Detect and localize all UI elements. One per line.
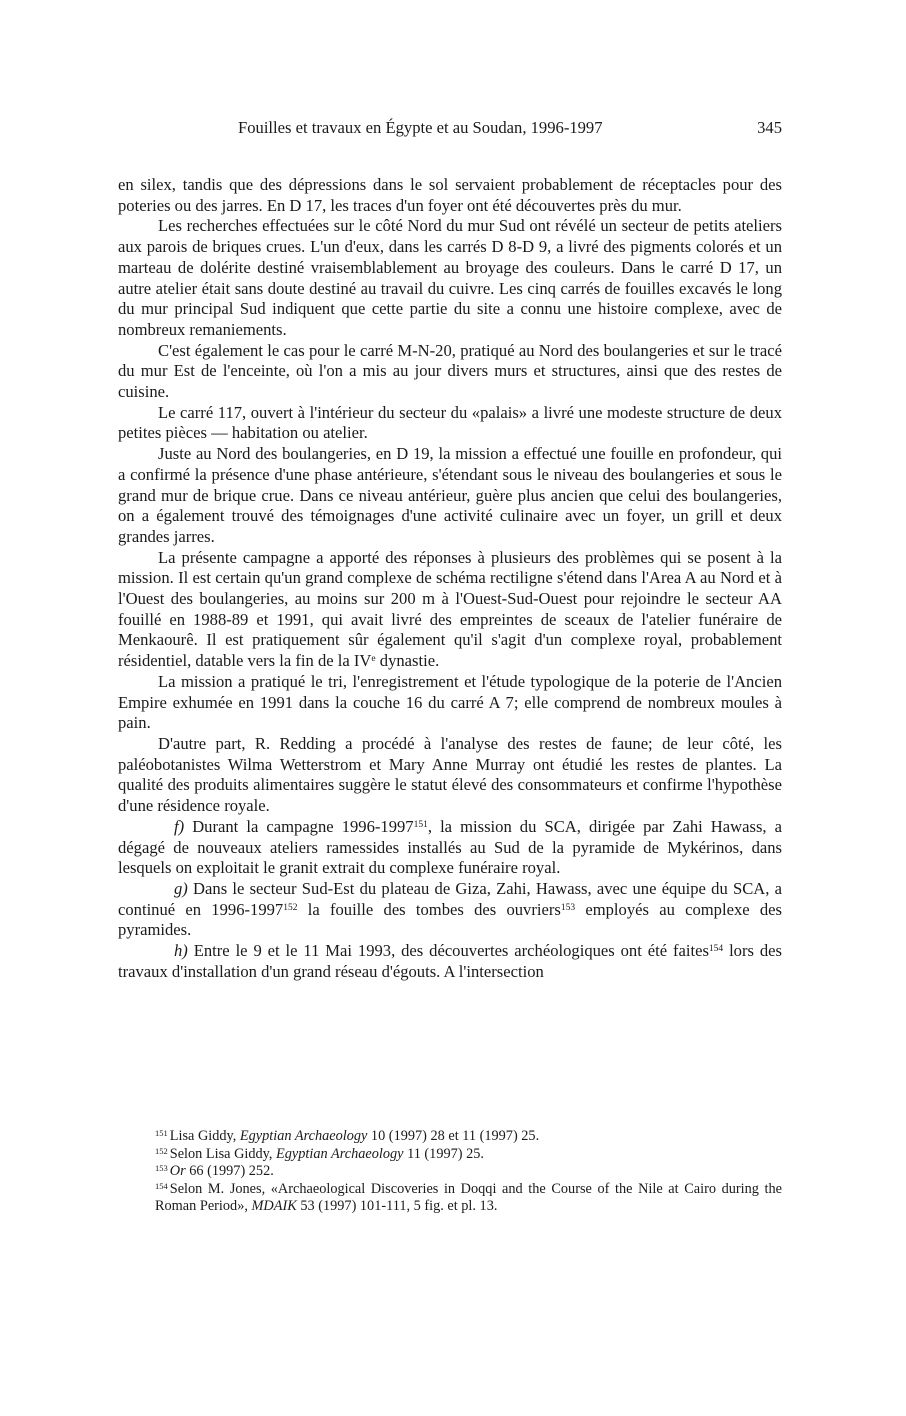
footnote xyxy=(118,1181,782,1216)
item-letter: h) xyxy=(174,941,188,961)
footnote-text: Lisa Giddy, xyxy=(169,1128,240,1144)
paragraph-text: La présente campagne a apporté des réponses à plusieurs des problèmes qui se posent à la mission. Il est certain qu'un grand complexe de schéma rectiligne s'étend dans l'Area A au Nord et à l'Ouest des boulangeries, au moins sur 200 m à l'Ouest-Sud-Ouest pour rejoindre le secteur AA fouillé en 1988-89 et 1991, qui avait livré des empreintes de sceaux de l'atelier funéraire de Menkaourê. Il est pratiquement sûr également qu'il s'agit d'un complexe royal, probablement résidentiel, datable vers la fin de la IV xyxy=(118,547,782,671)
paragraph: C'est également le cas pour le carré M-N-20, pratiqué au Nord des boulangeries et sur le tracé du mur Est de l'enceinte, où l'on a mis au jour divers murs et structures, ainsi que des restes de cuisine. xyxy=(118,340,782,402)
running-header xyxy=(118,118,782,140)
paragraph-h xyxy=(118,941,782,982)
paragraph: Les recherches effectuées sur le côté Nord du mur Sud ont révélé un secteur de petits ateliers aux parois de briques crues. L'un d'eux, dans les carrés D 8-D 9, a livré des pigments colorés et un marteau de dolérite destiné vraisemblablement au broyage des couleurs. Dans le carré D 17, un autre atelier était sans doute destiné au travail du cuivre. Les cinq carrés de fouilles excavés le long du mur principal Sud indiquent que cette partie du site a connu une histoire complexe, avec de nombreux remaniements. xyxy=(118,216,782,339)
footnote-text: 10 (1997) 28 et 11 (1997) 25. xyxy=(367,1128,540,1144)
footnote xyxy=(118,1163,782,1181)
paragraph-text: Entre le 9 et le 11 Mai 1993, des découvertes archéologiques ont été faites xyxy=(187,941,709,961)
footnote xyxy=(118,1146,782,1164)
footnote xyxy=(118,1128,782,1146)
footnote-text: 66 (1997) 252. xyxy=(185,1163,274,1179)
paragraph-text: employés au complexe des pyramides. xyxy=(118,899,782,940)
ordinal-superscript: e xyxy=(371,654,376,665)
page-number: 345 xyxy=(757,118,782,137)
paragraph: Le carré 117, ouvert à l'intérieur du secteur du «palais» a livré une modeste structure de deux petites pièces — habitation ou atelier. xyxy=(118,402,782,443)
footnote-text: Selon M. Jones, «Archaeological Discoveries in Doqqi and the Course of the Nile at Cairo during the Roman Period», xyxy=(155,1180,782,1214)
footnotes xyxy=(118,1128,782,1216)
paragraph xyxy=(118,548,782,672)
paragraph-text: la fouille des tombes des ouvriers xyxy=(297,899,561,919)
paragraph: D'autre part, R. Redding a procédé à l'analyse des restes de faune; de leur côté, les paléobotanistes Wilma Wetterstrom et Mary Anne Murray ont étudié les restes de plantes. La qualité des produits alimentaires suggère le statut élevé des consommateurs et confirme l'hypothèse d'une résidence royale. xyxy=(118,733,782,816)
journal-title: Egyptian Archaeology xyxy=(276,1145,404,1162)
footnote-text: 11 (1997) 25. xyxy=(403,1145,484,1162)
main-text xyxy=(118,175,782,982)
footnote-text: Selon Lisa Giddy, xyxy=(169,1145,277,1162)
footnote-ref[interactable]: 152 xyxy=(283,902,298,913)
paragraph-f xyxy=(118,817,782,879)
journal-title: Or xyxy=(169,1163,186,1179)
paragraph: Juste au Nord des boulangeries, en D 19, la mission a effectué une fouille en profondeur, qui a confirmé la présence d'une phase antérieure, s'étendant sous le niveau des boulangeries et sous le grand mur de brique crue. Dans ce niveau antérieur, guère plus ancien que celui des boulangeries, on a également trouvé des témoignages d'une activité culinaire avec un foyer, un grill et deux grandes jarres. xyxy=(118,444,782,546)
item-letter: g) xyxy=(174,878,188,898)
paragraph: en silex, tandis que des dépressions dans le sol servaient probablement de réceptacles pour des poteries ou des jarres. En D 17, les traces d'un foyer ont été découvertes près du mur. xyxy=(118,175,782,215)
paragraph-text: , la mission du SCA, dirigée par Zahi Hawass, a dégagé de nouveaux ateliers ramessides installés au Sud de la pyramide de Mykérinos, dans lesquels on exploitait le granit extrait du complexe funéraire royal. xyxy=(118,816,782,878)
journal-title: MDAIK xyxy=(251,1198,297,1214)
paragraph-g xyxy=(118,879,782,941)
journal-title: Egyptian Archaeology xyxy=(239,1128,368,1144)
footnote-number: 154 xyxy=(155,1180,168,1191)
running-title: Fouilles et travaux en Égypte et au Soudan, 1996-1997 xyxy=(238,118,603,137)
footnote-ref[interactable]: 153 xyxy=(560,902,576,913)
footnote-number: 152 xyxy=(155,1145,168,1156)
item-letter: f) xyxy=(174,816,185,836)
paragraph-text: Durant la campagne 1996-1997 xyxy=(184,816,414,836)
footnote-text: 53 (1997) 101-111, 5 fig. et pl. 13. xyxy=(296,1198,498,1214)
footnote-number: 153 xyxy=(155,1163,168,1173)
paragraph-text: lors des travaux d'installation d'un grand réseau d'égouts. A l'intersection xyxy=(118,941,782,981)
paragraph-text: dynastie. xyxy=(375,651,440,671)
footnote-ref[interactable]: 154 xyxy=(708,944,724,955)
paragraph: La mission a pratiqué le tri, l'enregistrement et l'étude typologique de la poterie de l'Ancien Empire exhumée en 1991 dans la couche 16 du carré A 7; elle comprend de nombreux moules à pain. xyxy=(118,671,782,733)
paragraph-text: Dans le secteur Sud-Est du plateau de Giza, Zahi, Hawass, avec une équipe du SCA, a continué en 1996-1997 xyxy=(118,878,782,919)
footnote-number: 151 xyxy=(155,1128,168,1138)
footnote-ref[interactable]: 151 xyxy=(413,819,428,830)
